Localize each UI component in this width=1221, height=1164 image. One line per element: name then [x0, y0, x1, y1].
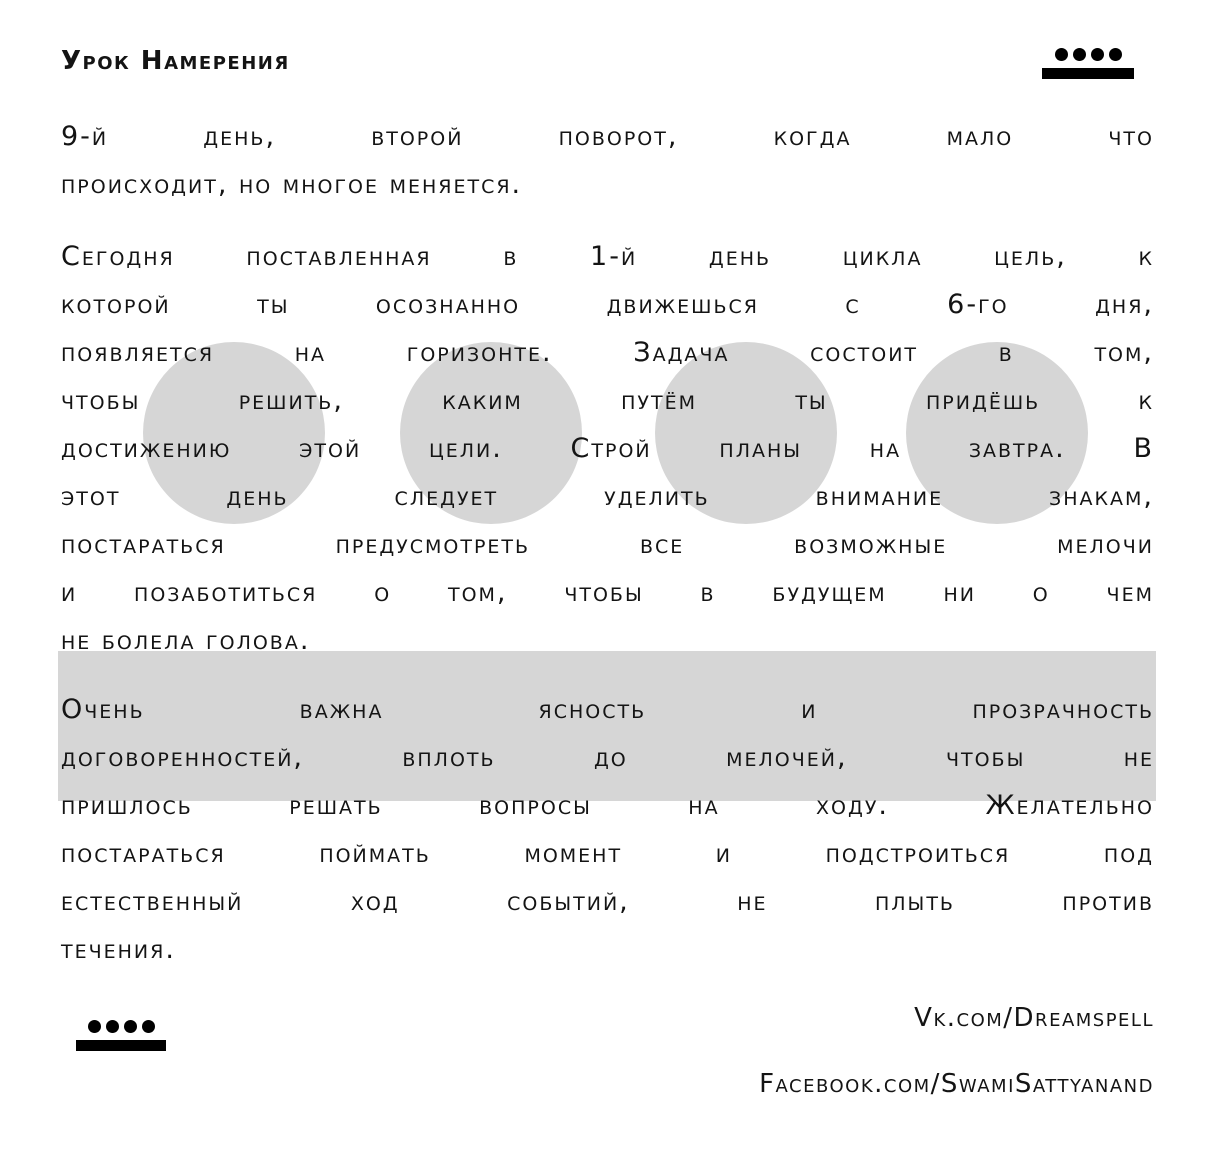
footer-vk-link[interactable]: Vk.com/Dreamspell — [914, 1003, 1154, 1033]
text-line: договоренностей, вплоть до мелочей, чтобы не — [61, 742, 1154, 773]
text-line: естественный ход событий, не плыть против — [61, 886, 1154, 917]
dot-icon — [106, 1020, 119, 1033]
paragraph-highlight — [61, 686, 1154, 974]
dot-icon — [1091, 48, 1104, 61]
maya-glyph-bottom — [76, 1020, 166, 1051]
paragraph-main — [61, 233, 1154, 665]
text-line: постараться поймать момент и подстроиться под — [61, 838, 1154, 869]
bar-icon — [76, 1040, 166, 1051]
dot-icon — [88, 1020, 101, 1033]
text-line: которой ты осознанно движешься с 6-го дня, — [61, 289, 1154, 320]
text-line: чтобы решить, каким путём ты придёшь к — [61, 385, 1154, 416]
text-line: появляется на горизонте. Задача состоит в том, — [61, 337, 1154, 368]
text-line: пришлось решать вопросы на ходу. Желательно — [61, 790, 1154, 821]
text-line: течения. — [61, 934, 176, 965]
text-line: Очень важна ясность и прозрачность — [61, 694, 1154, 725]
text-line: 9-й день, второй поворот, когда мало что — [61, 121, 1154, 152]
text-line: не болела голова. — [61, 625, 311, 656]
maya-glyph-top — [1042, 48, 1134, 79]
text-line: постараться предусмотреть все возможные мелочи — [61, 529, 1154, 560]
glyph-dots — [1055, 48, 1122, 61]
paragraph-intro — [61, 113, 1154, 209]
dot-icon — [1109, 48, 1122, 61]
text-line: достижению этой цели. Строй планы на завтра. В — [61, 433, 1154, 464]
dot-icon — [1073, 48, 1086, 61]
page-title: Урок Намерения — [61, 46, 290, 76]
dot-icon — [1055, 48, 1068, 61]
dot-icon — [142, 1020, 155, 1033]
text-line: этот день следует уделить внимание знакам, — [61, 481, 1154, 512]
text-line: происходит, но многое меняется. — [61, 169, 523, 200]
text-line: и позаботиться о том, чтобы в будущем ни о чем — [61, 577, 1154, 608]
dot-icon — [124, 1020, 137, 1033]
text-line: Сегодня поставленная в 1-й день цикла цель, к — [61, 241, 1154, 272]
footer-facebook-link[interactable]: Facebook.com/SwamiSattyanand — [759, 1069, 1154, 1099]
bar-icon — [1042, 68, 1134, 79]
glyph-dots — [88, 1020, 155, 1033]
